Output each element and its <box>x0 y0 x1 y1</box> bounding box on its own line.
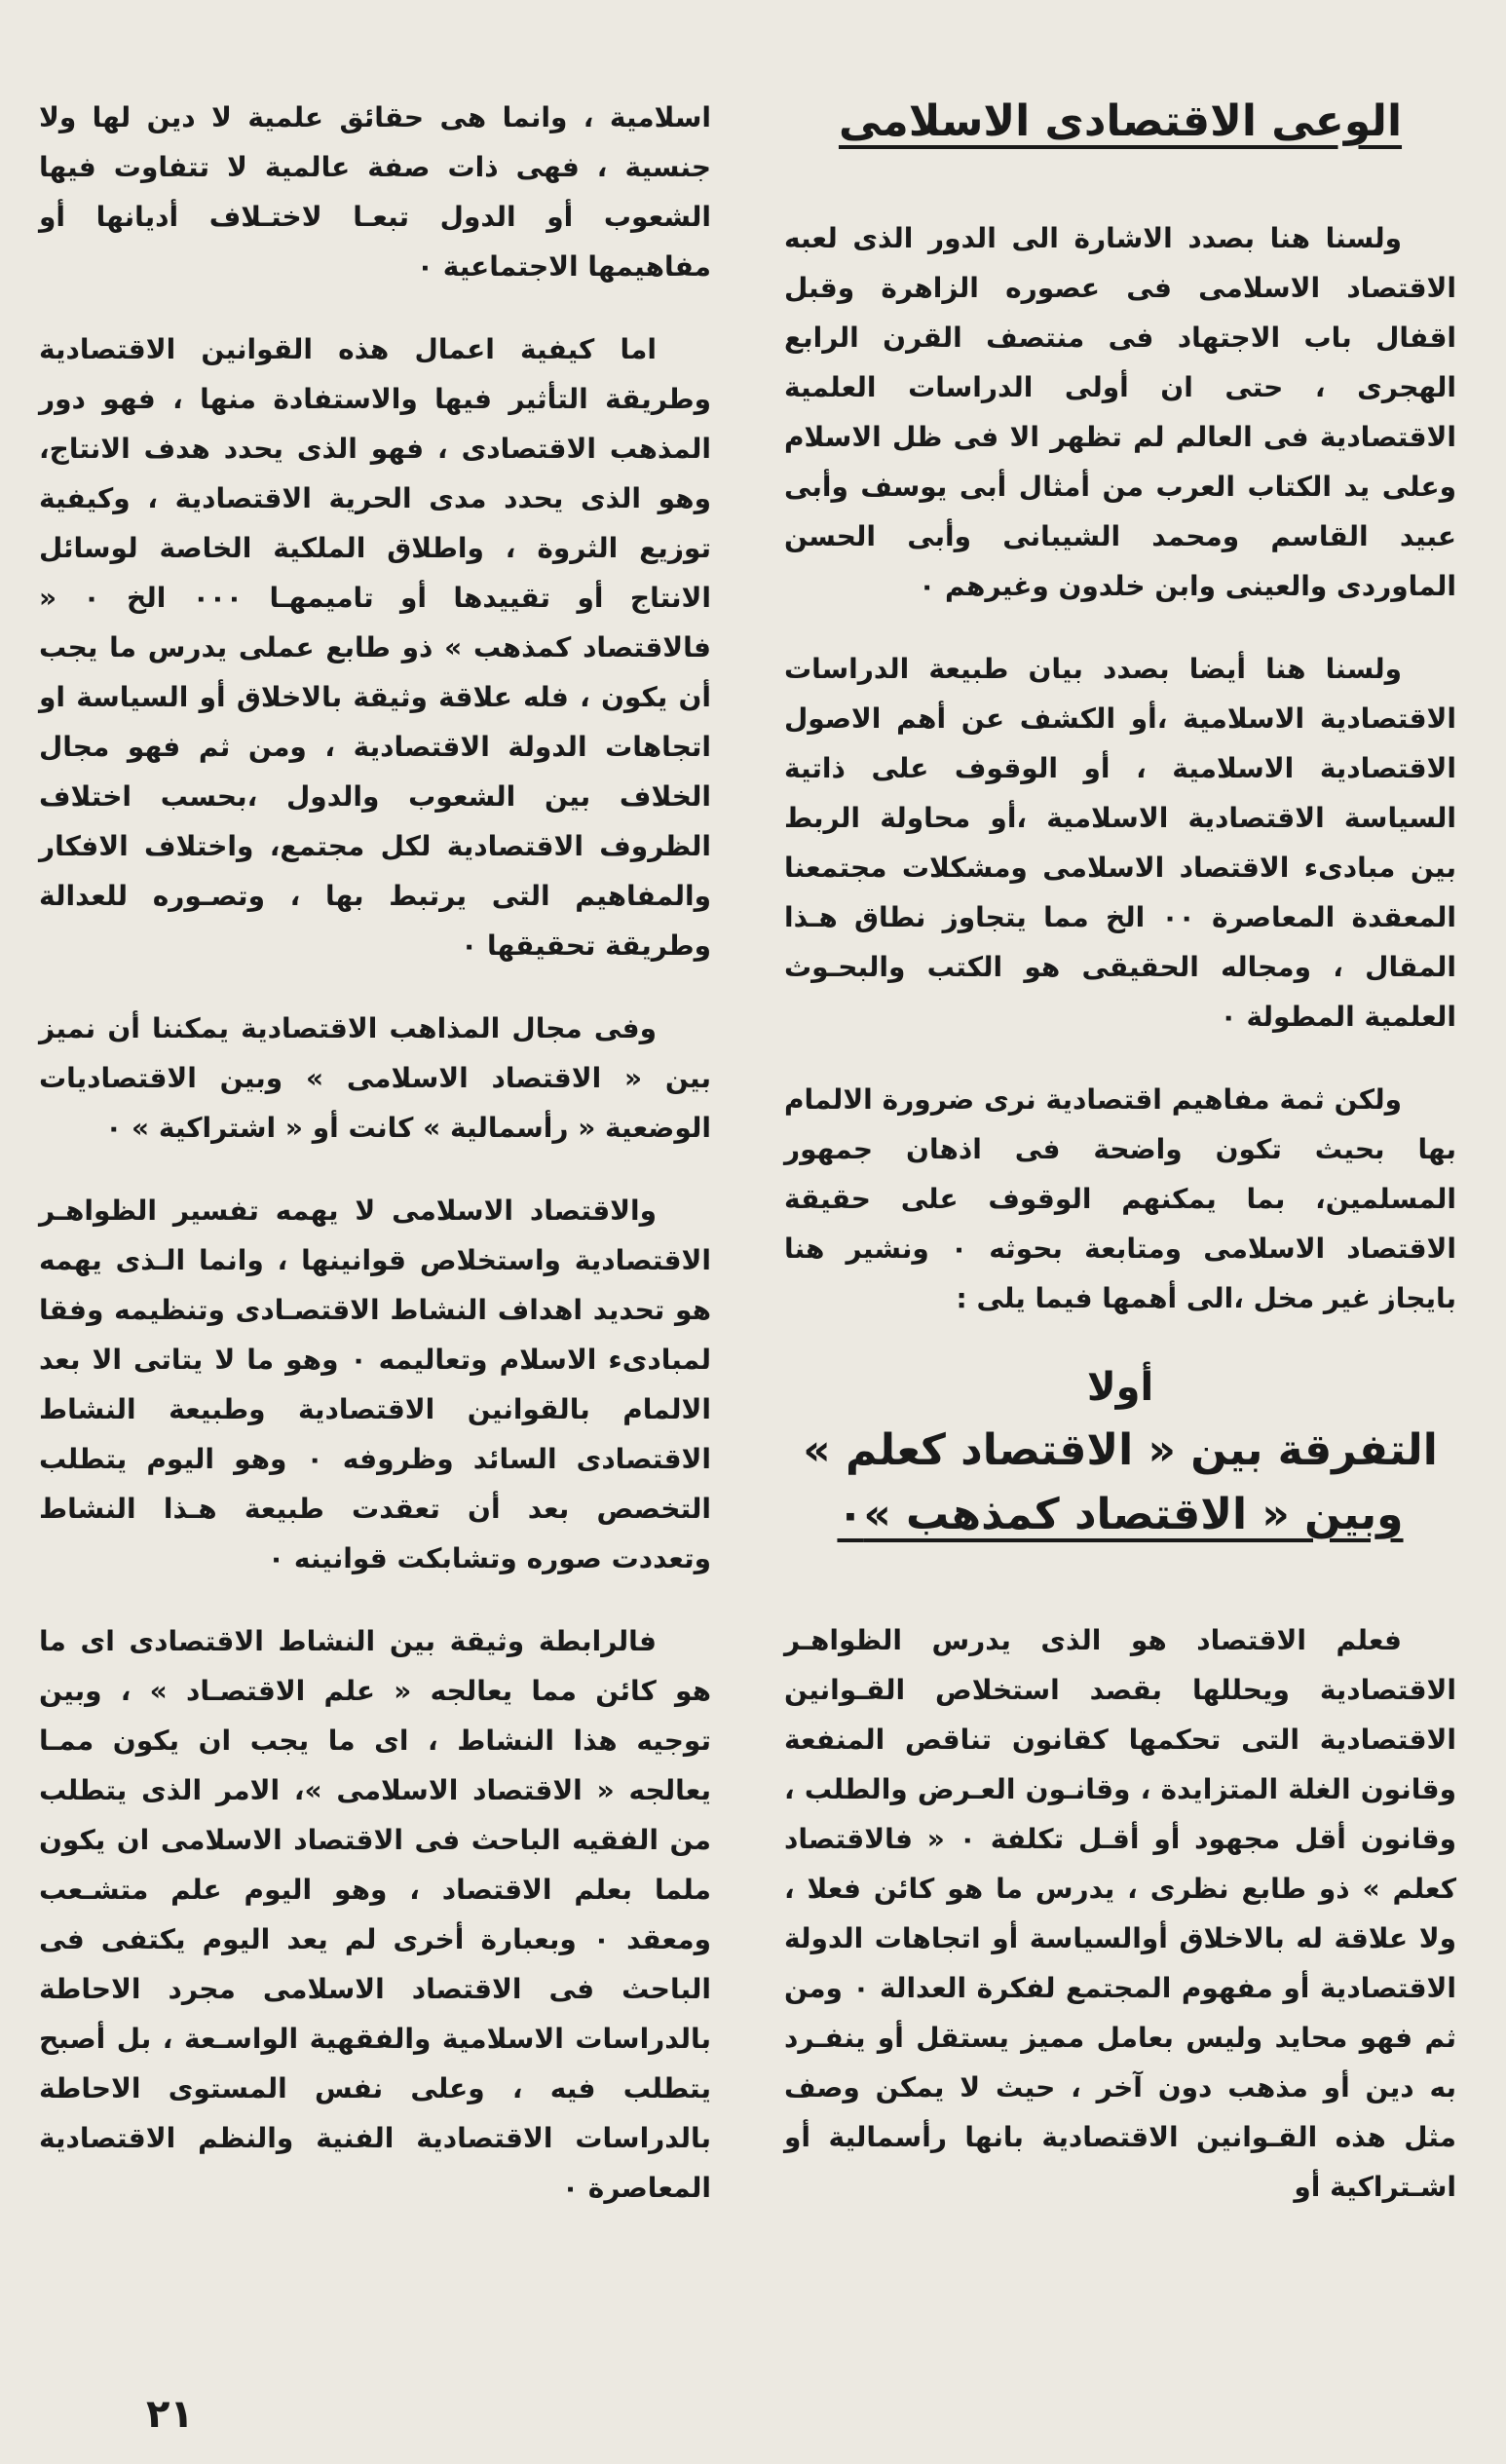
paragraph: ولسنا هنا أيضا بصدد بيان طبيعة الدراسات الاقتصادية الاسلامية ،أو الكشف عن أهم الاصول الاقتصادية الاسلامية ، أو الوقوف على ذاتية السياسة الاقتصادية الاسلامية ،أو محاولة الربط بين مبادىء الاقتصاد الاسلامى ومشكلات مجتمعنا المعقدة المعاصرة ٠٠ الخ مما يتجاوز نطاق هـذا المقال ، ومجاله الحقيقى هو الكتب والبحـوث العلمية المطولة ٠ <box>784 653 1457 1033</box>
section-heading-line: وبين « الاقتصاد كمذهب »٠ <box>837 1490 1404 1539</box>
paragraph: والاقتصاد الاسلامى لا يهمه تفسير الظواهـر الاقتصادية واستخلاص قوانينها ، وانما الـذى يهمه هو تحديد اهداف النشاط الاقتصـادى وتنظيمه وفقا لمبادىء الاسلام وتعاليمه ٠ وهو ما لا يتاتى الا بعد الالمام بالقوانين الاقتصادية وطبيعة النشاط الاقتصادى السائد وظروفه ٠ وهو اليوم يتطلب التخصص بعد أن تعقدت طبيعة هـذا النشاط وتعددت صوره وتشابكت قوانينه ٠ <box>39 1194 711 1574</box>
section-heading <box>784 1356 1456 1547</box>
paragraph: ولسنا هنا بصدد الاشارة الى الدور الذى لعبه الاقتصاد الاسلامى فى عصوره الزاهرة وقبل اقفال باب الاجتهاد فى منتصف القرن الرابع الهجرى ، حتى ان أولى الدراسات العلمية الاقتصادية فى العالم لم تظهر الا فى ظل الاسلام وعلى يد الكتاب العرب من أمثال أبى يوسف وأبى عبيد القاسم ومحمد الشيبانى وأبى الحسن الماوردى والعينى وابن خلدون وغيرهم ٠ <box>784 222 1456 602</box>
paragraph: اما كيفية اعمال هذه القوانين الاقتصادية وطريقة التأثير فيها والاستفادة منها ، فهو دور المذهب الاقتصادى ، فهو الذى يحدد هدف الانتاج، وهو الذى يحدد مدى الحرية الاقتصادية ، وكيفية توزيع الثروة ، واطلاق الملكية الخاصة لوسائل الانتاج أو تقييدها أو تاميمهـا ٠٠٠ الخ ٠ « فالاقتصاد كمذهب » ذو طابع عملى يدرس ما يجب أن يكون ، فله علاقة وثيقة بالاخلاق أو السياسة او اتجاهات الدولة الاقتصادية ، ومن ثم فهو مجال الخلاف بين الشعوب والدول ،بحسب اختلاف الظروف الاقتصادية لكل مجتمع، واختلاف الافكار والمفاهيم التى يرتبط بها ، وتصـوره للعدالة وطريقة تحقيقها ٠ <box>39 333 711 962</box>
paragraph: فالرابطة وثيقة بين النشاط الاقتصادى اى ما هو كائن مما يعالجه « علم الاقتصـاد » ، وبين توجيه هذا النشاط ، اى ما يجب ان يكون ممـا يعالجه « الاقتصاد الاسلامى »، الامر الذى يتطلب من الفقيه الباحث فى الاقتصاد الاسلامى ان يكون ملما بعلم الاقتصاد ، وهو اليوم علم متشـعب ومعقد ٠ وبعبارة أخرى لم يعد اليوم يكتفى فى الباحث فى الاقتصاد الاسلامى مجرد الاحاطة بالدراسات الاسلامية والفقهية الواسـعة ، بل أصبح يتطلب فيه ، وعلى نفس المستوى الاحاطة بالدراسات الاقتصادية الفنية والنظم الاقتصادية المعاصرة ٠ <box>39 1625 711 2204</box>
article-title: الوعى الاقتصادى الاسلامى <box>838 96 1403 146</box>
left-column <box>39 93 711 2246</box>
section-number: أولا <box>1086 1365 1154 1410</box>
section-heading-line: التفرقة بين « الاقتصاد كعلم » <box>803 1425 1438 1475</box>
paragraph: اسلامية ، وانما هى حقائق علمية لا دين لها ولا جنسية ، فهى ذات صفة عالمية لا تتفاوت فيها الشعوب أو الدول تبعـا لاختـلاف أديانها أو مفاهيمها الاجتماعية ٠ <box>39 101 711 283</box>
right-column <box>784 93 1456 2245</box>
paragraph: ولكن ثمة مفاهيم اقتصادية نرى ضرورة الالمام بها بحيث تكون واضحة فى اذهان جمهور المسلمين، بما يمكنهم الوقوف على حقيقة الاقتصاد الاسلامى ومتابعة بحوثه ٠ ونشير هنا بايجاز غير مخل ،الى أهمها فيما يلى : <box>784 1083 1456 1314</box>
page-number: ٢١ <box>146 2392 194 2437</box>
paragraph: فعلم الاقتصاد هو الذى يدرس الظواهـر الاقتصادية ويحللها بقصد استخلاص القـوانين الاقتصادية التى تحكمها كقانون تناقص المنفعة وقانون الغلة المتزايدة ، وقانـون العـرض والطلب ، وقانون أقل مجهود أو أقـل تكلفة ٠ « فالاقتصاد كعلم » ذو طابع نظرى ، يدرس ما هو كائن فعلا ، ولا علاقة له بالاخلاق أوالسياسة أو اتجاهات الدولة الاقتصادية أو مفهوم المجتمع لفكرة العدالة ٠ ومن ثم فهو محايد وليس بعامل مميز يستقل أو ينفـرد به دين أو مذهب دون آخر ، حيث لا يمكن وصف مثل هذه القـوانين الاقتصادية بانها رأسمالية أو اشـتراكية أو <box>784 1624 1456 2203</box>
paragraph: وفى مجال المذاهب الاقتصادية يمكننا أن نميز بين « الاقتصاد الاسلامى » وبين الاقتصاديات الوضعية « رأسمالية » كانت أو « اشتراكية » ٠ <box>39 1012 711 1144</box>
